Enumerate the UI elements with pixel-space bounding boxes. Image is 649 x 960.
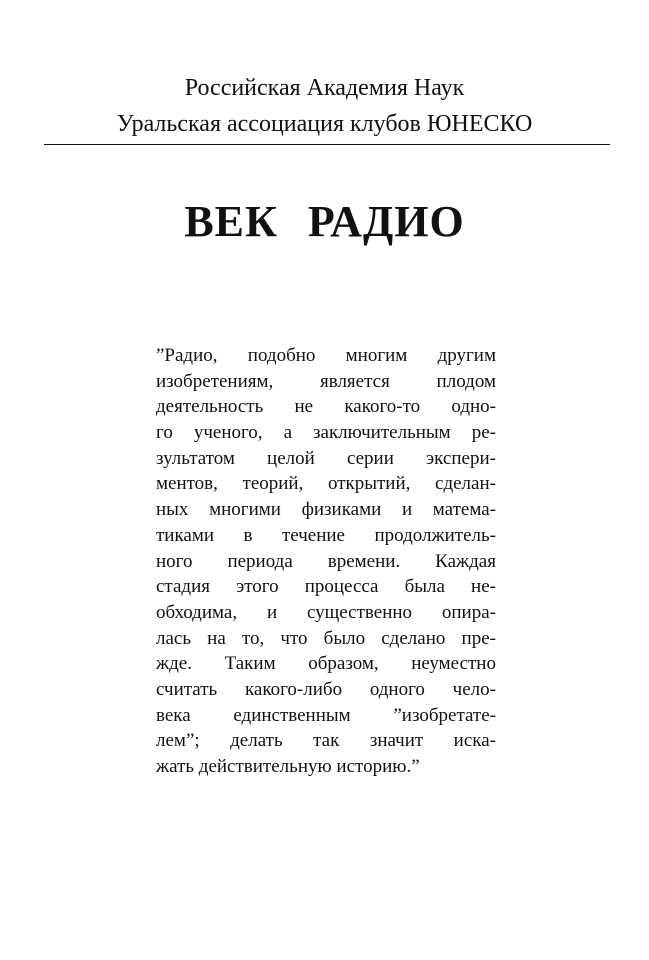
quote-line: ного периода времени. Каждая bbox=[156, 550, 496, 572]
quote-line: стадия этого процесса была не- bbox=[156, 576, 496, 598]
quote-line: ментов, теорий, открытий, сделан- bbox=[156, 473, 496, 495]
quote-line: лась на то, что было сделано пре- bbox=[156, 627, 496, 649]
epigraph-quote bbox=[156, 343, 496, 780]
quote-line: лем”; делать так значит иска- bbox=[156, 730, 496, 752]
quote-line: ных многими физиками и матема- bbox=[156, 499, 496, 521]
quote-line: изобретениям, является плодом bbox=[156, 370, 496, 392]
quote-line: жде. Таким образом, неуместно bbox=[156, 653, 496, 675]
quote-line: го ученого, а заключительным ре- bbox=[156, 422, 496, 444]
quote-line: зультатом целой серии экспери- bbox=[156, 447, 496, 469]
book-title: ВЕК РАДИО bbox=[184, 197, 465, 246]
academy-name: Российская Академия Наук bbox=[184, 75, 465, 101]
quote-line: ”Радио, подобно многим другим bbox=[156, 345, 496, 366]
quote-line: считать какого-либо одного чело- bbox=[156, 678, 496, 700]
publisher-header bbox=[0, 70, 649, 142]
header-divider bbox=[44, 144, 610, 145]
quote-line: века единственным ”изобретате- bbox=[156, 704, 496, 726]
quote-line: деятельность не какого-то одно- bbox=[156, 396, 496, 418]
quote-line: тиками в течение продолжитель- bbox=[156, 524, 496, 546]
quote-line: обходима, и существенно опира- bbox=[156, 601, 496, 623]
association-name: Уральская ассоциация клубов ЮНЕСКО bbox=[116, 111, 533, 137]
quote-line: жать действительную историю.” bbox=[156, 756, 420, 777]
